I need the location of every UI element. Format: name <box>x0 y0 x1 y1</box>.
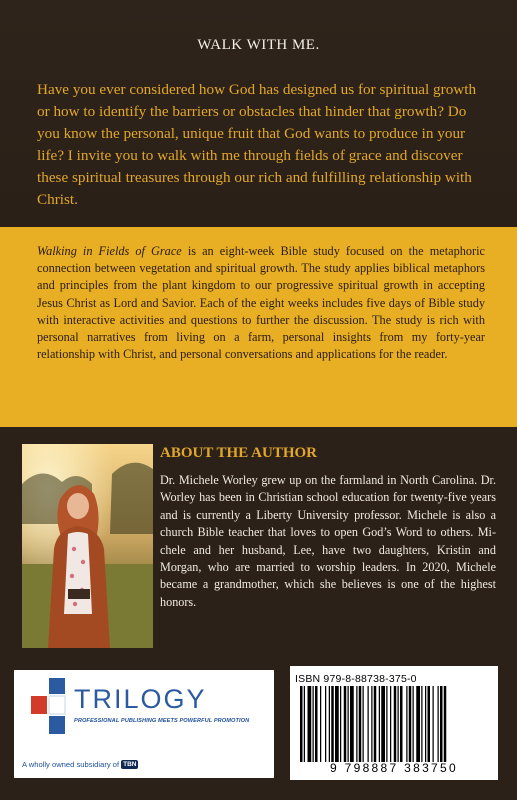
author-bio: Dr. Michele Worley grew up on the farmland in North Carolina. Dr. Worley has been in Christian school education for twenty-five years and is currently a Liberty University professor. Michele is also a church Bible teacher that loves to open God’s Word to others. Michele and her husband, Lee, have two daughters, Kristin and Morgan, who are married to worship leaders. In 2020, Michele became a grandmother, which she believes is one of the highest honors. <box>160 473 496 609</box>
isbn-label: ISBN 979-8-88738-375-0 <box>295 673 417 685</box>
publisher-subsidiary <box>22 760 138 769</box>
about-author-heading: ABOUT THE AUTHOR <box>160 445 317 461</box>
tbn-logo: TBN <box>123 761 137 768</box>
description-band <box>0 227 517 427</box>
cover-heading: WALK WITH ME. <box>197 37 320 53</box>
description-paragraph <box>37 243 485 363</box>
publisher-tagline: PROFESSIONAL PUBLISHING MEETS POWERFUL PROMOTION <box>74 718 250 724</box>
publisher-name: TRILOGY <box>74 684 207 714</box>
subsidiary-text: A wholly owned subsidiary of <box>22 760 120 769</box>
book-title: Walking in Fields of Grace <box>37 244 182 258</box>
publisher-logo <box>14 670 274 778</box>
barcode-box <box>290 666 498 780</box>
barcode-icon <box>294 686 494 762</box>
barcode-digits: 9 798887 383750 <box>330 761 458 775</box>
author-photo <box>22 444 153 648</box>
author-photo-image <box>22 444 153 648</box>
description-text: is an eight-week Bible study focused on the metaphoric connection between vegetation and spiritual growth. The study applies biblical metaphors and principles from the plant kingdom to our progressive spiritual growth in accepting Jesus Christ as Lord and Savior. Each of the eight weeks includes five days of Bible study with interactive activities and questions to further the discussion. The study is rich with personal narratives from living on a farm, personal insights from my forty-year relationship with Christ, and personal conversations and applications for the reader. <box>37 244 486 362</box>
intro-paragraph: Have you ever considered how God has designed us for spiritual growth or how to identify the barriers or obstacles that hinder that growth? Do you know the personal, unique fruit that God wants to produce in your life? I invite you to walk with me through fields of grace and discover these spiritual treasures through our rich and fulfilling relationship with Christ. <box>37 81 477 208</box>
